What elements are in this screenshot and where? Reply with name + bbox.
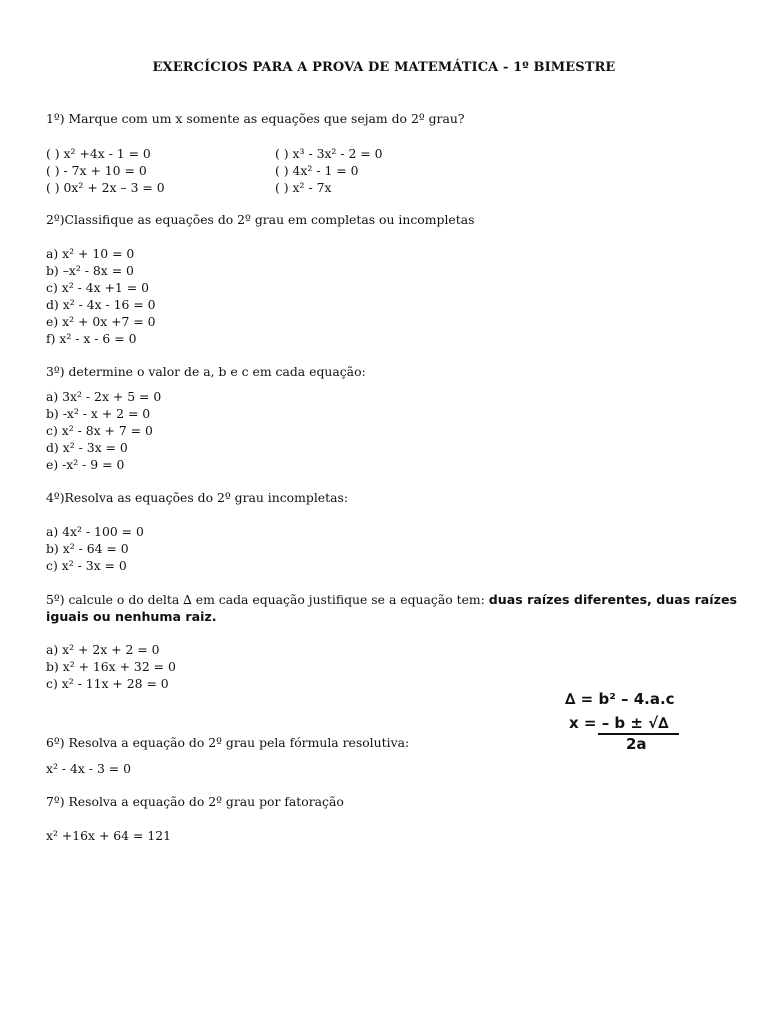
- q5-item: b) x² + 16x + 32 = 0: [46, 659, 176, 674]
- q1-option: ( ) - 7x + 10 = 0: [46, 163, 147, 178]
- q1-prompt: 1º) Marque com um x somente as equações que sejam do 2º grau?: [46, 111, 465, 126]
- q5-item: c) x² - 11x + 28 = 0: [46, 676, 169, 691]
- q7-equation: x² +16x + 64 = 121: [46, 828, 171, 843]
- x-formula-numerator: x = – b ± √∆: [569, 714, 669, 732]
- q2-item: a) x² + 10 = 0: [46, 246, 135, 261]
- delta-formula: ∆ = b² – 4.a.c: [565, 690, 675, 708]
- q3-prompt: 3º) determine o valor de a, b e c em cada equação:: [46, 364, 366, 379]
- q4-item: a) 4x² - 100 = 0: [46, 524, 144, 539]
- x-formula-denominator: 2a: [626, 735, 647, 753]
- q5-bold-text-continued: iguais ou nenhuma raiz.: [46, 609, 217, 624]
- q5-item: a) x² + 2x + 2 = 0: [46, 642, 160, 657]
- q1-option: ( ) x² - 7x: [275, 180, 332, 195]
- q7-prompt: 7º) Resolva a equação do 2º grau por fatoração: [46, 794, 344, 809]
- q4-prompt: 4º)Resolva as equações do 2º grau incompletas:: [46, 490, 349, 505]
- q2-item: f) x² - x - 6 = 0: [46, 331, 137, 346]
- q1-option: ( ) x² +4x - 1 = 0: [46, 146, 151, 161]
- q2-item: d) x² - 4x - 16 = 0: [46, 297, 156, 312]
- q4-item: b) x² - 64 = 0: [46, 541, 129, 556]
- q5-prompt: 5º) calcule o do delta ∆ em cada equação justifique se a equação tem:: [46, 592, 489, 607]
- q1-option: ( ) 4x² - 1 = 0: [275, 163, 359, 178]
- q2-item: e) x² + 0x +7 = 0: [46, 314, 156, 329]
- q2-item: c) x² - 4x +1 = 0: [46, 280, 149, 295]
- q3-item: a) 3x² - 2x + 5 = 0: [46, 389, 162, 404]
- page-title: EXERCÍCIOS PARA A PROVA DE MATEMÁTICA - 1º BIMESTRE: [152, 60, 616, 75]
- q2-item: b) –x² - 8x = 0: [46, 263, 134, 278]
- q3-item: d) x² - 3x = 0: [46, 440, 128, 455]
- q1-option: ( ) 0x² + 2x – 3 = 0: [46, 180, 165, 195]
- q6-prompt: 6º) Resolva a equação do 2º grau pela fórmula resolutiva:: [46, 735, 410, 750]
- q6-equation: x² - 4x - 3 = 0: [46, 761, 131, 776]
- q3-item: e) -x² - 9 = 0: [46, 457, 125, 472]
- q5-bold-text: duas raízes diferentes, duas raízes: [488, 592, 737, 607]
- q3-item: c) x² - 8x + 7 = 0: [46, 423, 153, 438]
- q2-prompt: 2º)Classifique as equações do 2º grau em completas ou incompletas: [46, 212, 475, 227]
- q5-prompt-line: [46, 591, 737, 608]
- q3-item: b) -x² - x + 2 = 0: [46, 406, 151, 421]
- q1-option: ( ) x³ - 3x² - 2 = 0: [275, 146, 383, 161]
- q4-item: c) x² - 3x = 0: [46, 558, 127, 573]
